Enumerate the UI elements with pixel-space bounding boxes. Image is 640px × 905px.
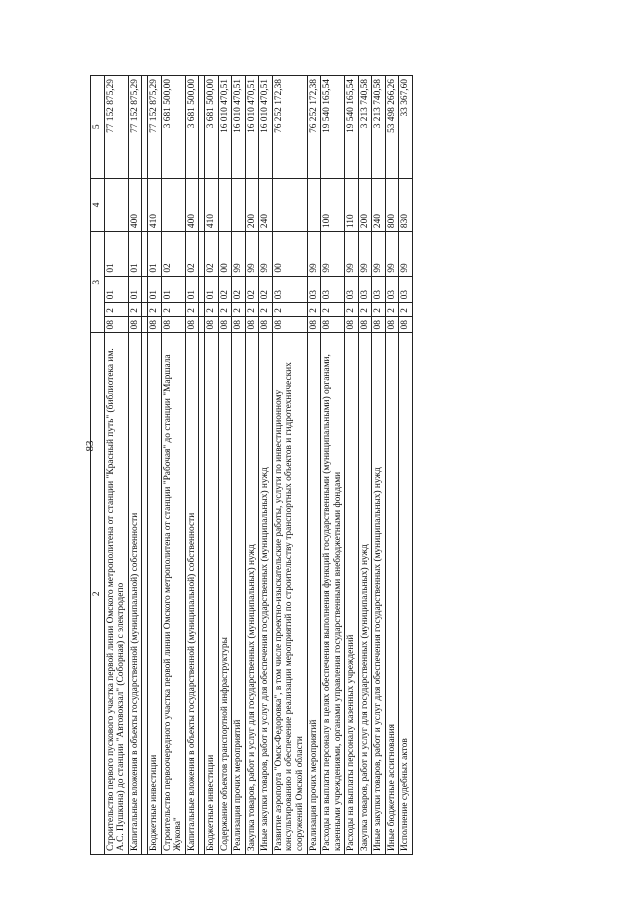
row-code-b: 99 <box>372 232 386 277</box>
row-code-a: 01 <box>205 276 219 303</box>
row-name: Реализация прочих мероприятий <box>232 333 246 855</box>
row-subsection: 2 <box>307 303 321 316</box>
row-kind: 200 <box>358 178 372 231</box>
row-code-b: 02 <box>161 232 185 277</box>
header-row <box>91 76 105 855</box>
row-code-b: 00 <box>218 232 232 277</box>
row-sum: 16 010 470,51 <box>259 76 273 179</box>
row-code-a: 02 <box>232 276 246 303</box>
row-code-a: 01 <box>161 276 185 303</box>
row-subsection: 2 <box>358 303 372 316</box>
row-section: 08 <box>161 316 185 333</box>
row-subsection: 2 <box>245 303 259 316</box>
row-section: 08 <box>185 316 199 333</box>
row-sum: 19 540 165,54 <box>321 76 345 179</box>
row-kind: 110 <box>345 178 359 231</box>
row-subsection: 2 <box>161 303 185 316</box>
row-subsection: 2 <box>272 303 307 316</box>
table-row <box>245 76 259 855</box>
row-sum: 3 213 740,58 <box>358 76 372 179</box>
row-subsection: 2 <box>218 303 232 316</box>
row-code-a: 01 <box>104 276 128 303</box>
table-row <box>104 76 128 855</box>
row-section: 08 <box>148 316 162 333</box>
row-section: 08 <box>104 316 128 333</box>
header-col-5: 5 <box>91 76 105 179</box>
row-kind <box>218 178 232 231</box>
row-code-b: 99 <box>321 232 345 277</box>
row-subsection: 2 <box>205 303 219 316</box>
row-sum: 77 152 875,29 <box>104 76 128 179</box>
row-sum: 3 681 500,00 <box>161 76 185 179</box>
row-name: Содержание объектов транспортной инфраструктуры <box>218 333 232 855</box>
row-subsection: 2 <box>185 303 199 316</box>
row-subsection: 2 <box>385 303 399 316</box>
table-row <box>232 76 246 855</box>
row-subsection: 2 <box>372 303 386 316</box>
row-code-b: 02 <box>185 232 199 277</box>
table-row <box>307 76 321 855</box>
row-section: 08 <box>321 316 345 333</box>
row-code-b: 99 <box>307 232 321 277</box>
row-code-a: 02 <box>259 276 273 303</box>
row-name: Иные закупки товаров, работ и услуг для обеспечения государственных (муниципальных) нужд <box>372 333 386 855</box>
row-code-b: 01 <box>128 232 142 277</box>
row-section: 08 <box>205 316 219 333</box>
row-code-b: 99 <box>399 232 413 277</box>
row-sum: 16 010 470,51 <box>218 76 232 179</box>
row-kind: 800 <box>385 178 399 231</box>
row-subsection: 2 <box>104 303 128 316</box>
row-name: Расходы на выплаты персоналу в целях обеспечения выполнения функций государственными (муниципальными) органами, казенными учреждениями, органами управления государственными внебюджетными фондами <box>321 333 345 855</box>
row-subsection: 2 <box>259 303 273 316</box>
row-kind: 200 <box>245 178 259 231</box>
row-subsection: 2 <box>148 303 162 316</box>
row-sum: 77 152 875,29 <box>128 76 142 179</box>
row-section: 08 <box>372 316 386 333</box>
row-code-a: 03 <box>385 276 399 303</box>
row-sum: 3 213 740,58 <box>372 76 386 179</box>
row-section: 08 <box>232 316 246 333</box>
row-kind <box>161 178 185 231</box>
row-sum: 3 681 500,00 <box>185 76 199 179</box>
row-sum: 3 681 500,00 <box>205 76 219 179</box>
row-sum: 16 010 470,51 <box>245 76 259 179</box>
row-name: Реализация прочих мероприятий <box>307 333 321 855</box>
row-code-b: 99 <box>385 232 399 277</box>
page-number: 83 <box>84 440 96 452</box>
row-code-a: 03 <box>358 276 372 303</box>
row-code-b: 02 <box>205 232 219 277</box>
table-row <box>399 76 413 855</box>
table-row <box>161 76 185 855</box>
row-code-a: 03 <box>345 276 359 303</box>
row-name: Развитие аэропорта "Омск-Федоровка", в том числе проектно-изыскательские работы, услуги по инвестиционному консультированию и обеспечение реализации мероприятий по строительству транспортных объектов и гидротехнических сооружений Омской области <box>272 333 307 855</box>
row-section: 08 <box>245 316 259 333</box>
row-name: Строительство первоочередного участка первой линии Омского метрополитена от станции "Рабочая" до станции "Маршала Жукова" <box>161 333 185 855</box>
table-row <box>372 76 386 855</box>
row-code-b: 99 <box>358 232 372 277</box>
row-section: 08 <box>399 316 413 333</box>
header-col-4: 4 <box>91 178 105 231</box>
row-kind <box>232 178 246 231</box>
row-sum: 19 540 165,54 <box>345 76 359 179</box>
row-section: 08 <box>259 316 273 333</box>
table-row <box>321 76 345 855</box>
table-body <box>104 76 412 855</box>
row-kind <box>104 178 128 231</box>
row-code-a: 02 <box>245 276 259 303</box>
row-name: Закупка товаров, работ и услуг для государственных (муниципальных) нужд <box>358 333 372 855</box>
row-code-a: 02 <box>218 276 232 303</box>
row-subsection: 2 <box>321 303 345 316</box>
table-row <box>148 76 162 855</box>
row-code-a: 03 <box>272 276 307 303</box>
row-name: Бюджетные инвестиции <box>148 333 162 855</box>
row-name: Капитальные вложения в объекты государственной (муниципальной) собственности <box>128 333 142 855</box>
row-name: Иные бюджетные ассигнования <box>385 333 399 855</box>
row-code-b: 99 <box>259 232 273 277</box>
budget-table-rotated <box>90 75 582 855</box>
row-subsection: 2 <box>128 303 142 316</box>
row-subsection: 2 <box>399 303 413 316</box>
row-name: Закупка товаров, работ и услуг для государственных (муниципальных) нужд <box>245 333 259 855</box>
row-kind <box>307 178 321 231</box>
row-section: 08 <box>218 316 232 333</box>
row-code-b: 99 <box>345 232 359 277</box>
row-section: 08 <box>307 316 321 333</box>
table-row <box>385 76 399 855</box>
header-col-2: 2 <box>91 333 105 855</box>
table-row <box>358 76 372 855</box>
row-code-a: 03 <box>372 276 386 303</box>
row-name: Исполнение судебных актов <box>399 333 413 855</box>
table-row <box>345 76 359 855</box>
row-kind: 830 <box>399 178 413 231</box>
row-name: Расходы на выплаты персоналу казенных учреждений <box>345 333 359 855</box>
row-sum: 76 252 172,38 <box>307 76 321 179</box>
row-code-b: 01 <box>148 232 162 277</box>
row-section: 08 <box>358 316 372 333</box>
header-col-3: 3 <box>91 232 105 333</box>
row-kind: 400 <box>128 178 142 231</box>
row-code-a: 03 <box>307 276 321 303</box>
row-section: 08 <box>272 316 307 333</box>
row-sum: 53 498 266,26 <box>385 76 399 179</box>
row-section: 08 <box>385 316 399 333</box>
row-subsection: 2 <box>232 303 246 316</box>
row-code-b: 99 <box>245 232 259 277</box>
table-row <box>272 76 307 855</box>
row-subsection: 2 <box>345 303 359 316</box>
row-sum: 77 152 875,29 <box>148 76 162 179</box>
row-code-b: 99 <box>232 232 246 277</box>
budget-table <box>90 75 413 855</box>
row-section: 08 <box>345 316 359 333</box>
table-row <box>128 76 142 855</box>
row-section: 08 <box>128 316 142 333</box>
row-code-b: 00 <box>272 232 307 277</box>
row-code-b: 01 <box>104 232 128 277</box>
row-name: Иные закупки товаров, работ и услуг для обеспечения государственных (муниципальных) нужд <box>259 333 273 855</box>
row-sum: 76 252 172,38 <box>272 76 307 179</box>
row-name: Бюджетные инвестиции <box>205 333 219 855</box>
table-row <box>218 76 232 855</box>
row-code-a: 01 <box>185 276 199 303</box>
row-kind: 100 <box>321 178 345 231</box>
row-kind: 240 <box>372 178 386 231</box>
row-code-a: 03 <box>321 276 345 303</box>
row-code-a: 03 <box>399 276 413 303</box>
row-kind: 240 <box>259 178 273 231</box>
row-kind <box>272 178 307 231</box>
row-code-a: 01 <box>128 276 142 303</box>
table-row <box>185 76 199 855</box>
row-name: Строительство первого пускового участка первой линии Омского метрополитена от станции "Красный путь" (библиотека им. А.С. Пушкина) до станции "Автовокзал" (Соборная) с электродепо <box>104 333 128 855</box>
row-name: Капитальные вложения в объекты государственной (муниципальной) собственности <box>185 333 199 855</box>
row-kind: 410 <box>205 178 219 231</box>
row-kind: 410 <box>148 178 162 231</box>
row-sum: 33 367,60 <box>399 76 413 179</box>
table-row <box>205 76 219 855</box>
table-row <box>259 76 273 855</box>
row-sum: 16 010 470,51 <box>232 76 246 179</box>
row-kind: 400 <box>185 178 199 231</box>
row-code-a: 01 <box>148 276 162 303</box>
